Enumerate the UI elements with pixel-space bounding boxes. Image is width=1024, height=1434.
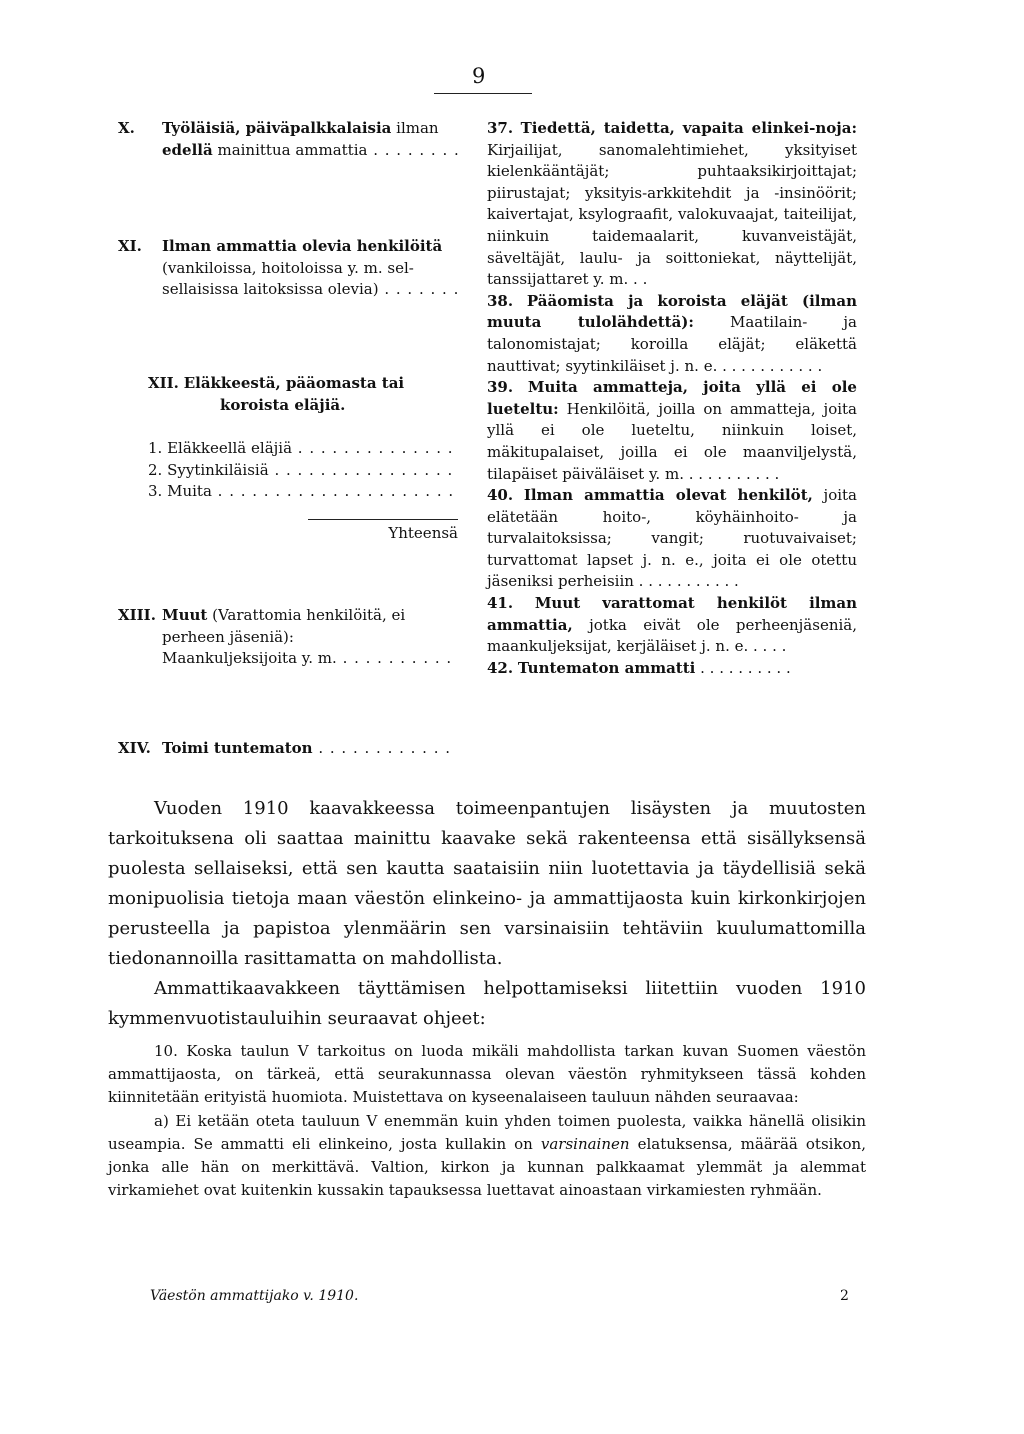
entry-number: 37. xyxy=(487,119,514,137)
instruction-a xyxy=(108,1110,866,1201)
occupation-entry xyxy=(487,485,857,593)
roman-numeral: XII. xyxy=(148,374,179,392)
occupation-entry xyxy=(487,658,857,680)
entry-number: 42. xyxy=(487,658,514,677)
item-label: Syytinkiläisiä xyxy=(167,460,269,479)
roman-numeral: X. xyxy=(118,119,135,137)
entry-text: jotka eivät ole perheenjäseniä, maankuljeksijat, kerjäläiset j. n. e. . . . . xyxy=(487,615,857,656)
footer-signature-number: 2 xyxy=(840,1288,849,1304)
roman-numeral: XIV. xyxy=(118,739,151,757)
occupation-entry xyxy=(487,291,857,377)
section-title-rest: (Varattomia henkilöitä, ei xyxy=(207,606,406,624)
instruction-text: elatuksensa, määrää otsikon, jonka alle hän on merkittävä. Valtion, kirkon ja kunnan palkkaamat ylemmät ja alemmat virkamiehet ovat kuitenkin kussakin tapauksessa luettavat ainoastaan virkamiesten ryhmään. xyxy=(108,1135,866,1199)
entry-number: 38. xyxy=(487,291,514,310)
section-title: Muut xyxy=(162,606,208,624)
entry-number: 41. xyxy=(487,594,514,613)
entry-text: Kirjailijat, sanomalehtimiehet, yksityiset kielenkääntäjät; puhtaaksikirjoittajat; piirustajat; yksityis-arkkitehdit ja -insinöörit; kaivertajat, ksylograafit, valokuvaajat, taiteilijat, niinkuin taidemaalarit, kuvanveistäjät, säveltäjät, laulu- ja soittoniekat, näyttelijät, tanssijattaret y. m. . . xyxy=(487,140,857,289)
entry-title: Ilman ammattia olevat henkilöt, xyxy=(523,486,813,505)
footer-title: Väestön ammattijako v. 1910. xyxy=(150,1288,359,1304)
instruction-10: 10. Koska taulun V tarkoitus on luoda mikäli mahdollista tarkan kuvan Suomen väestön ammattijaosta, on tärkeä, että seurakunnassa olevan väestön ryhmitykseen tässä kohden kiinnitetään erityistä huomiota. Muistettava on kyseenalaiseen tauluun nähden seuraavaa: xyxy=(108,1042,866,1106)
entry-number: 40. xyxy=(487,486,514,505)
section-line: Maankuljeksijoita y. m. xyxy=(162,649,337,667)
occupation-entry xyxy=(487,377,857,485)
section-line: (vankiloissa, hoitoloissa y. m. sel- xyxy=(162,258,414,277)
section-title: Toimi tuntematon xyxy=(162,739,313,757)
section-xiii xyxy=(118,605,458,670)
entry-title: Tiedettä, taidetta, vapaita elinkei-noja: xyxy=(520,119,857,137)
right-column xyxy=(487,118,857,679)
roman-numeral: XIII. xyxy=(118,606,156,624)
section-x xyxy=(118,118,458,161)
item-label: Muita xyxy=(167,482,212,500)
section-title: Eläkkeestä, pääomasta tai xyxy=(183,374,405,392)
entry-text: . . . . . . . . . . xyxy=(695,658,791,677)
entry-title: Muut varattomat henkilöt ilman ammattia, xyxy=(487,594,857,634)
body-text xyxy=(108,794,866,1034)
occupation-entry xyxy=(487,118,857,291)
section-xii-items xyxy=(118,438,458,503)
entry-title: Tuntematon ammatti xyxy=(517,658,696,677)
section-title-rest: ilman xyxy=(391,119,439,137)
paragraph: Ammattikaavakkeen täyttämisen helpottamiseksi liitettiin vuoden 1910 kymmenvuotistauluihin seuraavat ohjeet: xyxy=(108,978,866,1029)
instructions xyxy=(108,1040,866,1204)
entry-text: Maatilain- ja talonomistajat; koroilla eläjät; eläkettä nauttivat; syytinkiläiset j. n. e. . . . . . . . . . . . xyxy=(487,313,857,375)
occupation-entry xyxy=(487,593,857,658)
entry-title: Muita ammatteja, joita yllä ei ole lueteltu: xyxy=(487,378,857,418)
section-line: mainittua ammattia xyxy=(212,140,368,159)
section-title: Työläisiä, päiväpalkkalaisia xyxy=(162,119,392,137)
section-xii xyxy=(118,373,458,416)
section-line-bold: edellä xyxy=(162,140,213,159)
paragraph: Vuoden 1910 kaavakkeessa toimeenpantujen lisäysten ja muutosten tarkoituksena oli saattaa mainittu kaavake sekä rakenteensa että sisällyksensä puolesta sellaiseksi, että sen kautta saataisiin niin luotettavia ja täydellisiä sekä monipuolisia tietoja maan väestön elinkeino- ja ammattijaosta kuin kirkonkirjojen perusteella ja papistoa ylenmäärin sen varsinaisiin tehtäviin kuulumattomilla tiedonannoilla rasittamatta on mahdollista. xyxy=(108,798,866,969)
sum-rule xyxy=(308,519,458,520)
section-line: sellaisissa laitoksissa olevia) xyxy=(162,280,379,298)
entry-title: Pääomista ja koroista eläjät (ilman muuta tulolähdettä): xyxy=(487,291,857,332)
section-title: Ilman ammattia olevia henkilöitä xyxy=(162,237,443,255)
item-label: Eläkkeellä eläjiä xyxy=(167,439,293,457)
section-title-cont: koroista eläjiä. xyxy=(220,395,346,414)
section-xi xyxy=(118,236,458,301)
entry-text: Henkilöitä, joilla on ammatteja, joita yllä ei ole lueteltu, niinkuin loiset, mäkitupalaiset, joilla ei ole maanviljelystä, tilapäiset päiväläiset y. m. . . . . . . . . . . xyxy=(487,399,857,483)
page-number: 9 xyxy=(472,64,486,88)
item-number: 1. xyxy=(148,439,163,457)
header-rule xyxy=(434,93,532,94)
item-number: 2. xyxy=(148,460,163,479)
entry-number: 39. xyxy=(487,378,514,397)
section-line: perheen jäseniä): xyxy=(162,627,294,646)
item-number: 3. xyxy=(148,482,163,500)
entry-text: joita elätetään hoito-, köyhäinhoito- ja turvalaitoksissa; vangit; ruotuvaivaiset; turvattomat lapset j. n. e., joita ei ole otettu jäseniksi perheisiin . . . . . . . . . . . xyxy=(487,486,857,591)
instruction-emphasis: varsinainen xyxy=(540,1135,630,1154)
roman-numeral: XI. xyxy=(118,237,142,255)
instruction-text: a) Ei ketään oteta tauluun V enemmän kuin yhden toimen puolesta, vaikka hänellä olisikin useampia. Se ammatti eli elinkeino, josta kullakin on xyxy=(108,1112,866,1154)
section-xiv xyxy=(118,738,458,760)
total-label: Yhteensä xyxy=(388,524,458,542)
